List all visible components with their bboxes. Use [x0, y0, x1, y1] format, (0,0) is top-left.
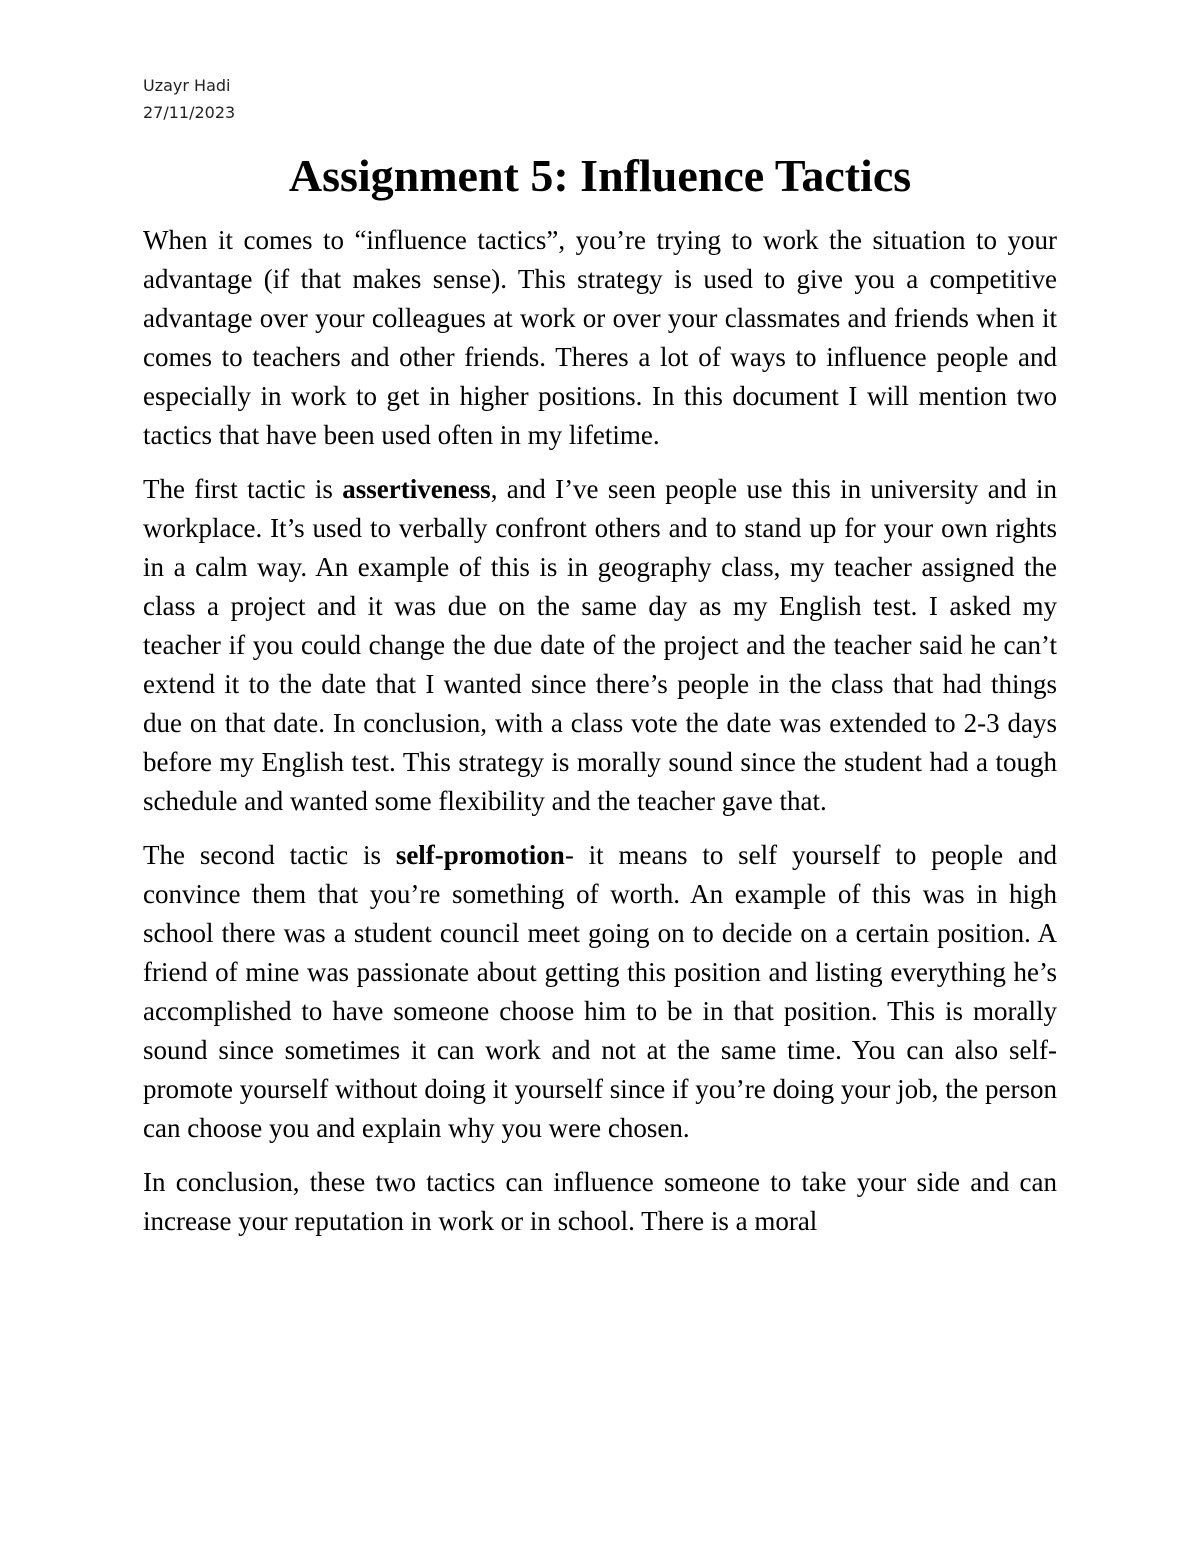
document-header: [143, 72, 235, 126]
paragraph-text: , and I’ve seen people use this in university and in workplace. It’s used to verbally confront others and to stand up for your own rights in a calm way. An example of this is in geography class, my teacher assigned the class a project and it was due on the same day as my English test. I asked my teacher if you could change the due date of the project and the teacher said he can’t extend it to the date that I wanted since there’s people in the class that had things due on that date. In conclusion, with a class vote the date was extended to 2-3 days before my English test. This strategy is morally sound since the student had a tough schedule and wanted some flexibility and the teacher gave that.: [143, 474, 1058, 816]
document-body: [143, 221, 1057, 1241]
author-name: Uzayr Hadi: [143, 76, 231, 95]
paragraph-intro: When it comes to “influence tactics”, you’re trying to work the situation to your advantage (if that makes sense). This strategy is used to give you a competitive advantage over your colleagues at work or over your classmates and friends when it comes to teachers and other friends. Theres a lot of ways to influence people and especially in work to get in higher positions. In this document I will mention two tactics that have been used often in my lifetime.: [143, 225, 1057, 450]
bold-term-assertiveness: assertiveness: [342, 474, 491, 504]
paragraph-text: - it means to self yourself to people and convince them that you’re something of worth. An example of this was in high school there was a student council meet going on to decide on a certain position. A friend of mine was passionate about getting this position and listing everything he’s accomplished to have someone choose him to be in that position. This is morally sound since sometimes it can work and not at the same time. You can also self-promote yourself without doing it yourself since if you’re doing your job, the person can choose you and explain why you were chosen.: [143, 840, 1057, 1143]
document-title: Assignment 5: Influence Tactics: [288, 150, 912, 201]
bold-term-self-promotion: self-promotion: [395, 840, 565, 870]
paragraph-text: The first tactic is: [143, 474, 343, 504]
document-date: 27/11/2023: [143, 103, 236, 122]
paragraph-conclusion: In conclusion, these two tactics can influence someone to take your side and can increase your reputation in work or in school. There is a moral: [143, 1167, 1057, 1236]
paragraph-assertiveness: [143, 470, 1057, 821]
paragraph-self-promotion: [143, 836, 1057, 1148]
paragraph-text: The second tactic is: [143, 840, 396, 870]
